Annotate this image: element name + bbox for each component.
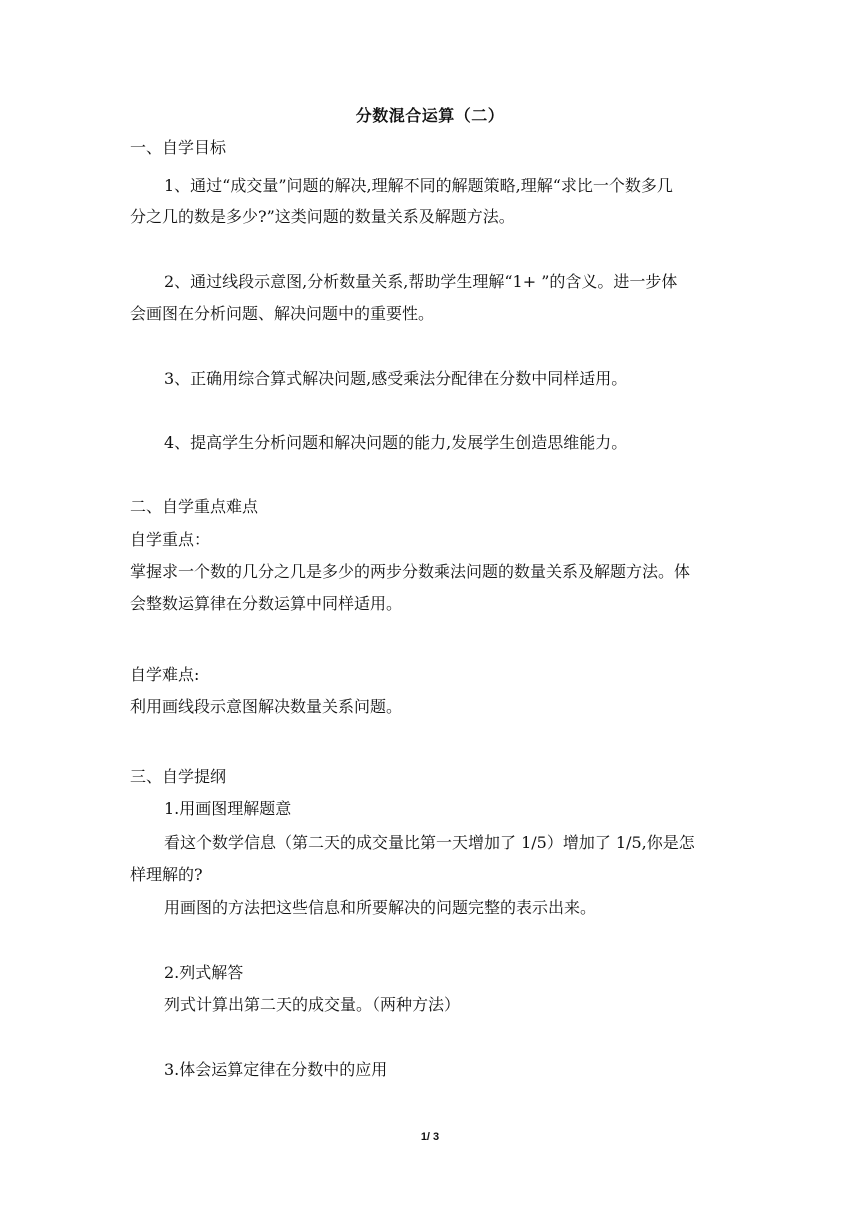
key-point-label: 自学重点： [130,530,211,549]
section3-heading: 三、自学提纲 [130,767,227,786]
outline-item-2-text: 列式计算出第二天的成交量。（两种方法） [164,995,461,1014]
outline-item-1-line-3: 用画图的方法把这些信息和所要解决的问题完整的表示出来。 [164,898,597,917]
outline-item-1-line-2: 样理解的? [130,865,203,884]
section1-heading: 一、自学目标 [130,138,227,157]
outline-item-1-title: 1.用画图理解题意 [164,799,292,818]
outline-item-2-title: 2.列式解答 [164,963,244,982]
key-point-line-1: 掌握求一个数的几分之几是多少的两步分数乘法问题的数量关系及解题方法。体 [130,562,691,581]
outline-item-1-line-1: 看这个数学信息（第二天的成交量比第一天增加了 1/5）增加了 1/5,你是怎 [164,833,695,852]
difficult-point-text: 利用画线段示意图解决数量关系问题。 [130,697,403,716]
key-point-line-2: 会整数运算律在分数运算中同样适用。 [130,594,403,613]
goal-3: 3、正确用综合算式解决问题,感受乘法分配律在分数中同样适用。 [164,369,628,388]
outline-item-3-title: 3.体会运算定律在分数中的应用 [164,1060,388,1079]
goal-4: 4、提高学生分析问题和解决问题的能力,发展学生创造思维能力。 [164,433,628,452]
goal-1-line-1: 1、通过“成交量”问题的解决,理解不同的解题策略,理解“求比一个数多几 [164,176,673,195]
document-title: 分数混合运算（二） [355,106,505,125]
page-number: 1/ 3 [420,1131,440,1143]
section2-heading: 二、自学重点难点 [130,497,259,516]
difficult-point-label: 自学难点: [130,665,200,684]
goal-2-line-1: 2、通过线段示意图,分析数量关系,帮助学生理解“1+ ”的含义。进一步体 [164,272,678,291]
goal-1-line-2: 分之几的数是多少?”这类问题的数量关系及解题方法。 [130,207,515,226]
goal-2-line-2: 会画图在分析问题、解决问题中的重要性。 [130,304,435,323]
